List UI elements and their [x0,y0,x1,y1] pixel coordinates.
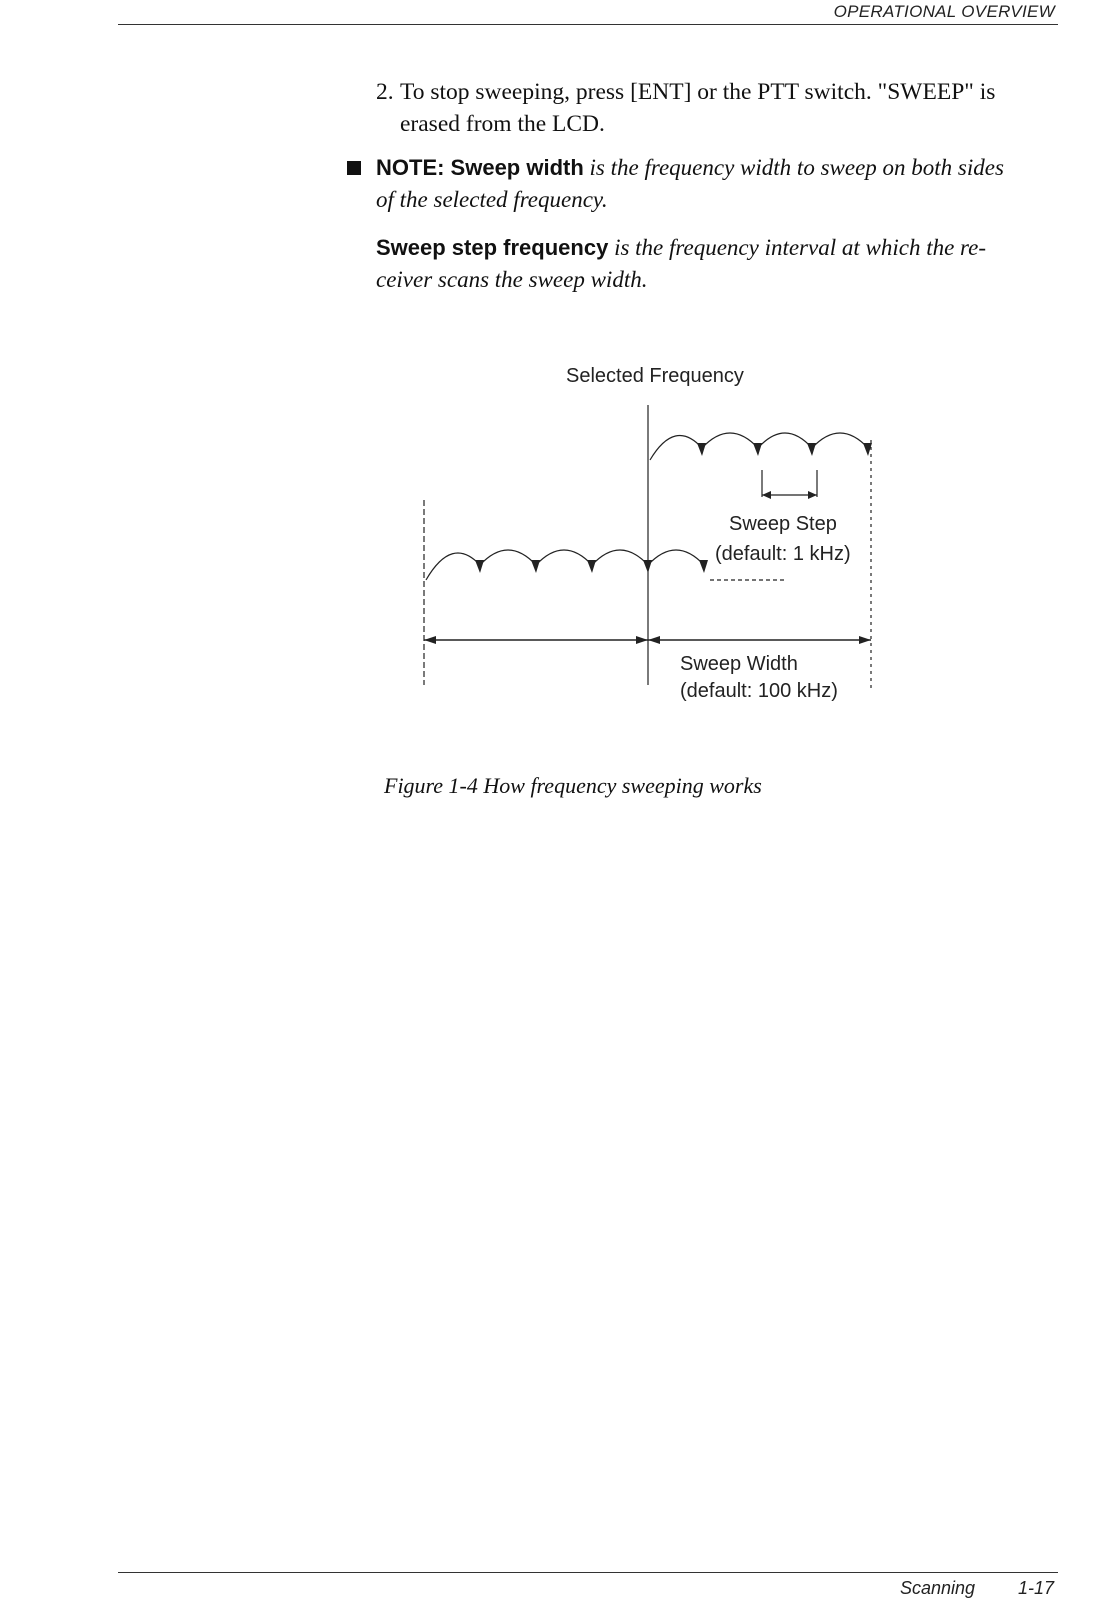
lower-arc-2 [480,550,536,565]
lower-arrowhead-1 [475,560,484,573]
footer-rule [118,1572,1058,1573]
running-header: OPERATIONAL OVERVIEW [833,2,1055,21]
upper-arc-3 [758,433,812,448]
upper-arc-1 [650,436,702,461]
lower-arrowhead-4 [643,560,652,573]
step-text-line1: To stop sweeping, press [ENT] or the PTT switch. "SWEEP" is [400,79,996,105]
footer-page-number: 1-17 [1018,1578,1055,1598]
width-arrow-mid-right [648,636,660,644]
step-text-line2: erased from the LCD. [400,111,605,137]
width-arrow-right [859,636,871,644]
note-text-line1: is the frequency width to sweep on both sides [583,155,1004,180]
step-number: 2. [376,79,394,105]
lower-arc-5 [648,550,704,565]
figure-caption: Figure 1-4 How frequency sweeping works [384,773,762,798]
note-lead: NOTE: Sweep width [376,155,584,180]
lower-arrowhead-5 [699,560,708,573]
note2-lead: Sweep step frequency [376,235,609,260]
width-arrow-left [424,636,436,644]
note-text-line2: of the selected frequency. [376,187,608,212]
footer-chapter: Scanning [900,1578,976,1598]
lower-arrowhead-3 [587,560,596,573]
selected-frequency-label: Selected Frequency [566,365,744,387]
note2-text-line1: is the frequency interval at which the re- [608,235,987,260]
lower-arc-1 [426,553,480,580]
upper-arrowhead-1 [697,443,706,456]
sweep-step-label: Sweep Step [729,513,837,535]
lower-arrowhead-2 [531,560,540,573]
upper-arc-2 [702,433,758,448]
lower-arc-4 [592,550,648,565]
sweep-width-default: (default: 100 kHz) [680,680,838,702]
upper-arrowhead-3 [807,443,816,456]
step-arrow-left [762,491,771,499]
upper-arc-4 [812,433,868,448]
upper-arrowhead-2 [753,443,762,456]
note2-text-line2: ceiver scans the sweep width. [376,267,648,292]
sweep-step-default: (default: 1 kHz) [715,543,851,565]
lower-arc-3 [536,550,592,565]
width-arrow-mid-left [636,636,648,644]
step-arrow-right [808,491,817,499]
sweep-width-label: Sweep Width [680,653,798,675]
